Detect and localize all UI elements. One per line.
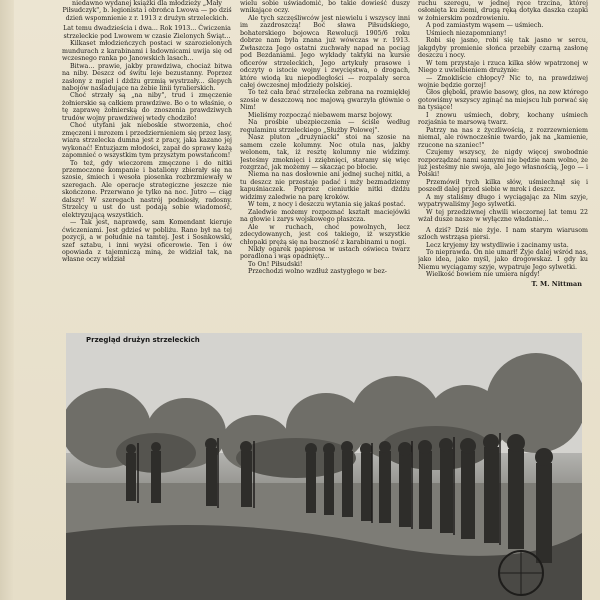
paragraph: I znowu uśmiech, dobry, kochany uśmiech rozjaśnia te marsową twarz. — [418, 111, 588, 127]
paragraph: Lecz kryjemy łzy wstydliwie i zacinamy usta. — [426, 241, 569, 249]
paragraph: Przechodzi wolno wzdłuż zastygłego w bez- — [248, 268, 387, 276]
paragraph: — Tak jest, naprawdę, sam Komendant kieruje ćwiczeniami. Jest gdzieś w pobliżu. Rano był na tej pozycji, a w południe na tamtej. Jest i Sosnkowski, szef sztabu, i inni wyżsi oficerowie. Ten i ów opowiada z tajemniczą miną, że widział tak, na własne oczy widział — [62, 219, 232, 264]
paragraph: To nieprawda. On nie umarł! Żyje dalej wśród nas, jako idea, jako myśl, jako drogowskaz. I gdy ku Niemu wyciągamy szyje, wypatruje Jego sylwetki. — [418, 248, 588, 271]
paragraph: Kilkaset młodzieńczych postaci w szarozielonych mundurach z karabinami i ładownicami uwija się od wczesnego ranka po Janowskich lasach... — [62, 40, 232, 63]
paragraph: wielu sobie uświadomić, bo takie dowieść duszy wnikające oczy. — [240, 0, 410, 15]
paragraph: Na prośbie ubezpieczenia — ściśle według regulaminu strzeleckiego „Służby Polowej". — [240, 119, 410, 134]
paragraph: Nikły ogarek papierosa w ustach oświeca twarz poradlona i wąs opadnięty... — [240, 245, 410, 261]
paragraph: Głos głęboki, prawie basowy, głos, na zew którego gotowiśmy wszyscy zginąć na miejscu lub porwać się na tysiące! — [418, 89, 588, 112]
paragraph: Zaledwie możemy rozpoznać kształt maciejówki na głowie i zarys wojskowego płaszcza. — [240, 208, 410, 224]
paragraph: Przemówił tych kilka słów, uśmiechnął się i poszedł dalej przed siebie w mrok i deszcz. — [418, 178, 588, 194]
paragraph: Niema na nas dosłownie ani jednej suchej nitki, a tu deszcz nie przestaje padać i mży bezmadziemy kapuśniaczek. Poprzez cieniutkie nitki dżdżu widzimy zaledwie na parę kroków. — [240, 171, 410, 201]
paragraph: niedawno wydanej książki dla młodzieży „Mały Piłsudczyk", b. legionista i obrońca Lwowa — po dziś dzień wspomnienie z r. 1913 z drużyn strzeleckich. — [62, 0, 232, 22]
paragraph: Ale tych szczęśliwców jest niewielu i wszyscy inni im zazdroszczą! Boć sława Piłsudskiego, bohaterskiego bojowca Rewolucji 1905/6 roku dobrze nam była znana już wówczas w r. 1913. Zwłaszcza Jego ostatni zuchwały napad na pociąg pod Bezdaniami. Jego wykłady taktyki na kursie oficerów strzeleckich, Jego artykuły prasowe i odczyty o istocie wojny i zwycięstwa, o drogach, które wiodą ku niepodległości — rozpalały serca całej ówczesnej młodzieży polskiej. — [240, 14, 410, 89]
paragraph: Lat temu dwadzieścia i dwa... Rok 1913... Ćwiczenia strzeleckie pod Lwowem w czasie Zielonych Świąt... — [63, 25, 231, 40]
photo-caption: Przegląd drużyn strzeleckich — [86, 336, 200, 344]
paragraph: To On! Piłsudski! — [248, 260, 303, 268]
paragraph: W tem przystaje i rzuca kilka słów wpatrzonej w Niego z uwielbieniem drużynie: — [418, 59, 588, 75]
article-columns — [62, 0, 588, 330]
paragraph: A my staliśmy długo i wyciągając za Nim szyje, wypatrywaliśmy Jego sylwetki. — [418, 193, 588, 209]
paragraph: To też, gdy wieczorem zmęczone i do nitki przemoczone kompanie i bataliony zbierały się na szosie, śmiech i wesoła piosenka rozbrzmiewały w szeregach. Ale operacje strategiczne jeszcze nie skończone. Przerwano je tylko na noc. Jutro — ciąg dalszy! W szeregach nastrój podniosły, radosny. Strzelcy u ust do ust podają sobie wiadomość, elektryzującą wszystkich. — [62, 159, 232, 219]
paragraph: Czujemy wszyscy, że nigdy więcej swobodnie rozporządzać nami samymi nie będzie nam wolno, że już jesteśmy nie swoja, ale Jego własnością, Jego — i Polski! — [418, 149, 588, 179]
paragraph: Nasz pluton „drużyniacki" stoi na szosie na samem czele kolumny. Noc otula nas, jakby welonem, tak, iż resztę kolumny nie widzimy. Jesteśmy zmoknięci i zziębnięci, staramy się więc rozgrzać, jak możemy — skacząc po błocie. — [240, 134, 410, 171]
paragraph: A dziś? Dziś nie żyje. I nam starym wiarusom szloch wstrząsa piersi. — [418, 226, 588, 242]
paragraph: Mieliśmy rozpocząć niebawem marsz bojowy. — [248, 111, 393, 119]
column-middle — [240, 0, 410, 330]
paragraph: W tej przedziwnej chwili wieczornej lat temu 22 wżał dusze nasze w wyłączne władanie... — [418, 208, 588, 224]
column-right — [418, 0, 588, 330]
paragraph: Patrzy na nas z życzliwością, z rozrzewnieniem niemal, ale równocześnie twardo, jak na „kamienie, rzucone na szaniec!" — [418, 126, 588, 149]
paragraph: Ale w ruchach, choć powolnych, lecz zdecydowanych, jest coś takiego, iż wszystkie chłopaki prężą się na baczność z karabinami u nogi. — [240, 223, 410, 246]
paragraph: Choć strzały są „na niby", trud i zmęczenie żołnierskie są całkiem prawdziwe. Bo o to właśnie, o tę zaprawę żołnierską do znoszenia prawdziwych trudów wojny prawdziwej wtedy chodziło! — [62, 92, 232, 122]
paragraph: A pod zamiastym wąsem — uśmiech. — [426, 22, 544, 30]
paragraph: Robi się jasno, robi się tak jasno w sercu, jakgdyby promienie słońca przebiły czarną zasłonę deszczu i nocy. — [418, 37, 588, 60]
photo-illustration — [66, 333, 582, 600]
paragraph: Choć utyfani jak nieboskie stworzenia, choć zmęczeni i mrozem i przedziernieniem się przez lasy, wiara strzelecka dumna jest z pracy, jaka kazano jej wykonać! Entuzjazm młodości, zapał do sprawy każą zapomnieć o wszystkim tym przysztym powstańcom! — [62, 122, 232, 160]
paragraph: Bitwa... prawie, jakby prawdziwa, chociaż bitwa na niby. Deszcz od świtu leje bezustanny. Poprzez zasłony z mgieł i dżdżu grzmią wystrzały... ślepych nabojów naśladujące na żebie linii tyralierskich. — [62, 62, 232, 92]
paragraph: Uśmiech niezapomniany! — [426, 29, 507, 37]
paragraph: W tem, z nocy i deszczu wytania się jakaś postać. — [248, 201, 406, 209]
author-signature: T. M. Nittman — [531, 279, 582, 288]
paragraph: To też cała brać strzelecka zebrana na rozmiękłej szosie w deszczową noc majową gwarzyła głównie o Nim! — [240, 89, 410, 112]
page-edge — [0, 0, 14, 600]
paragraph: ruchu szeregu, w jednej ręce trzcina, której osłonięta ku ziemi, drugą ręką dotyka daszka czapki w żołnierskim pozdrowieniu. — [418, 0, 588, 22]
paragraph: — Zmokliście chłopcy? Nic to, na prawdziwej wojnie będzie gorzej! — [418, 74, 588, 89]
paragraph: Wielkość bowiem nie umiera nigdy! — [426, 271, 540, 279]
article-photo — [66, 333, 582, 600]
column-left — [62, 0, 232, 330]
